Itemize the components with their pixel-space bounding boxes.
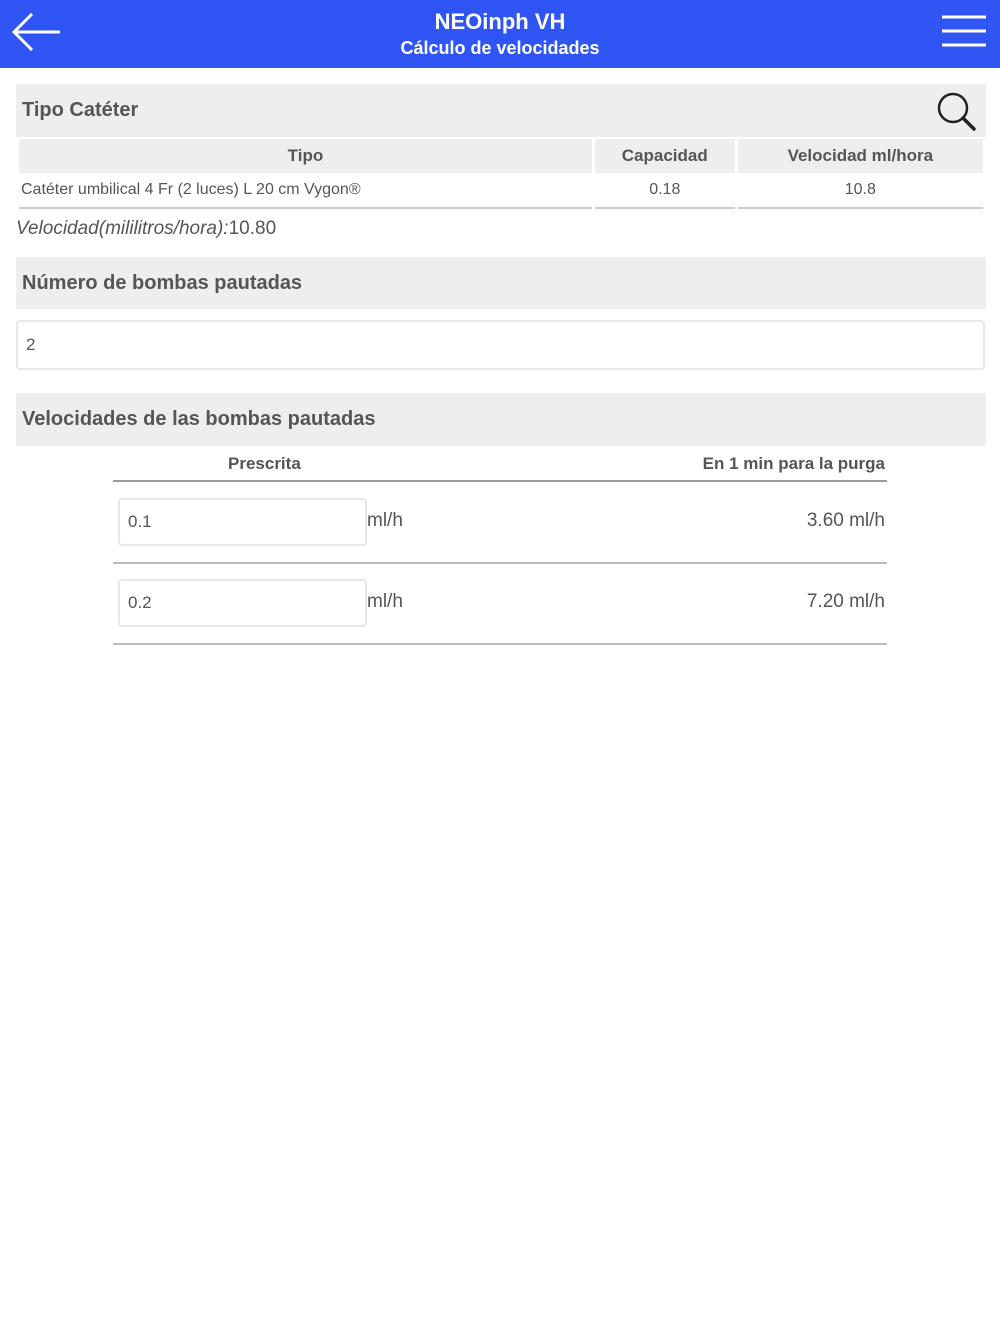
purge-rate-value: 3.60 ml/h: [806, 510, 885, 531]
table-row[interactable]: [19, 173, 983, 209]
prescribed-rate-input[interactable]: [118, 579, 367, 627]
catheter-capacity-cell: 0.18: [595, 173, 735, 209]
pumps-count-input[interactable]: [16, 320, 985, 370]
rate-unit-label: ml/h: [367, 510, 403, 531]
column-header-prescrita: Prescrita: [228, 454, 301, 473]
pumps-count-section-header: [16, 257, 986, 309]
app-title: NEOinph VH: [434, 9, 566, 34]
column-header-purga: En 1 min para la purga: [702, 454, 885, 473]
catheter-type-cell: Catéter umbilical 4 Fr (2 luces) L 20 cm Vygon®: [19, 173, 592, 209]
table-row: [113, 563, 887, 645]
rate-unit-label: ml/h: [367, 591, 403, 612]
catheter-velocity-cell: 10.8: [738, 173, 983, 209]
pump-speeds-section-title: Velocidades de las bombas pautadas: [22, 408, 376, 430]
hamburger-menu-icon[interactable]: [940, 12, 988, 52]
catheter-section-header: [16, 84, 986, 137]
search-icon[interactable]: [936, 92, 978, 132]
pump-speeds-table-header: [113, 450, 887, 482]
catheter-section-title: Tipo Catéter: [22, 99, 139, 121]
column-header-capacidad: Capacidad: [595, 139, 735, 173]
pump-speeds-section-header: [16, 393, 986, 446]
purge-rate-value: 7.20 ml/h: [806, 591, 885, 612]
column-header-velocidad: Velocidad ml/hora: [738, 139, 983, 173]
column-header-tipo: Tipo: [19, 139, 592, 173]
table-row: [113, 482, 887, 564]
pumps-count-section-title: Número de bombas pautadas: [22, 272, 303, 294]
catheter-table: [16, 139, 986, 209]
app-header: [0, 0, 1000, 68]
page-subtitle: Cálculo de velocidades: [400, 38, 600, 58]
prescribed-rate-input[interactable]: [118, 498, 367, 546]
velocity-label: Velocidad(mililitros/hora):: [16, 218, 229, 239]
velocity-summary: [16, 218, 276, 240]
velocity-value: 10.80: [228, 218, 277, 239]
